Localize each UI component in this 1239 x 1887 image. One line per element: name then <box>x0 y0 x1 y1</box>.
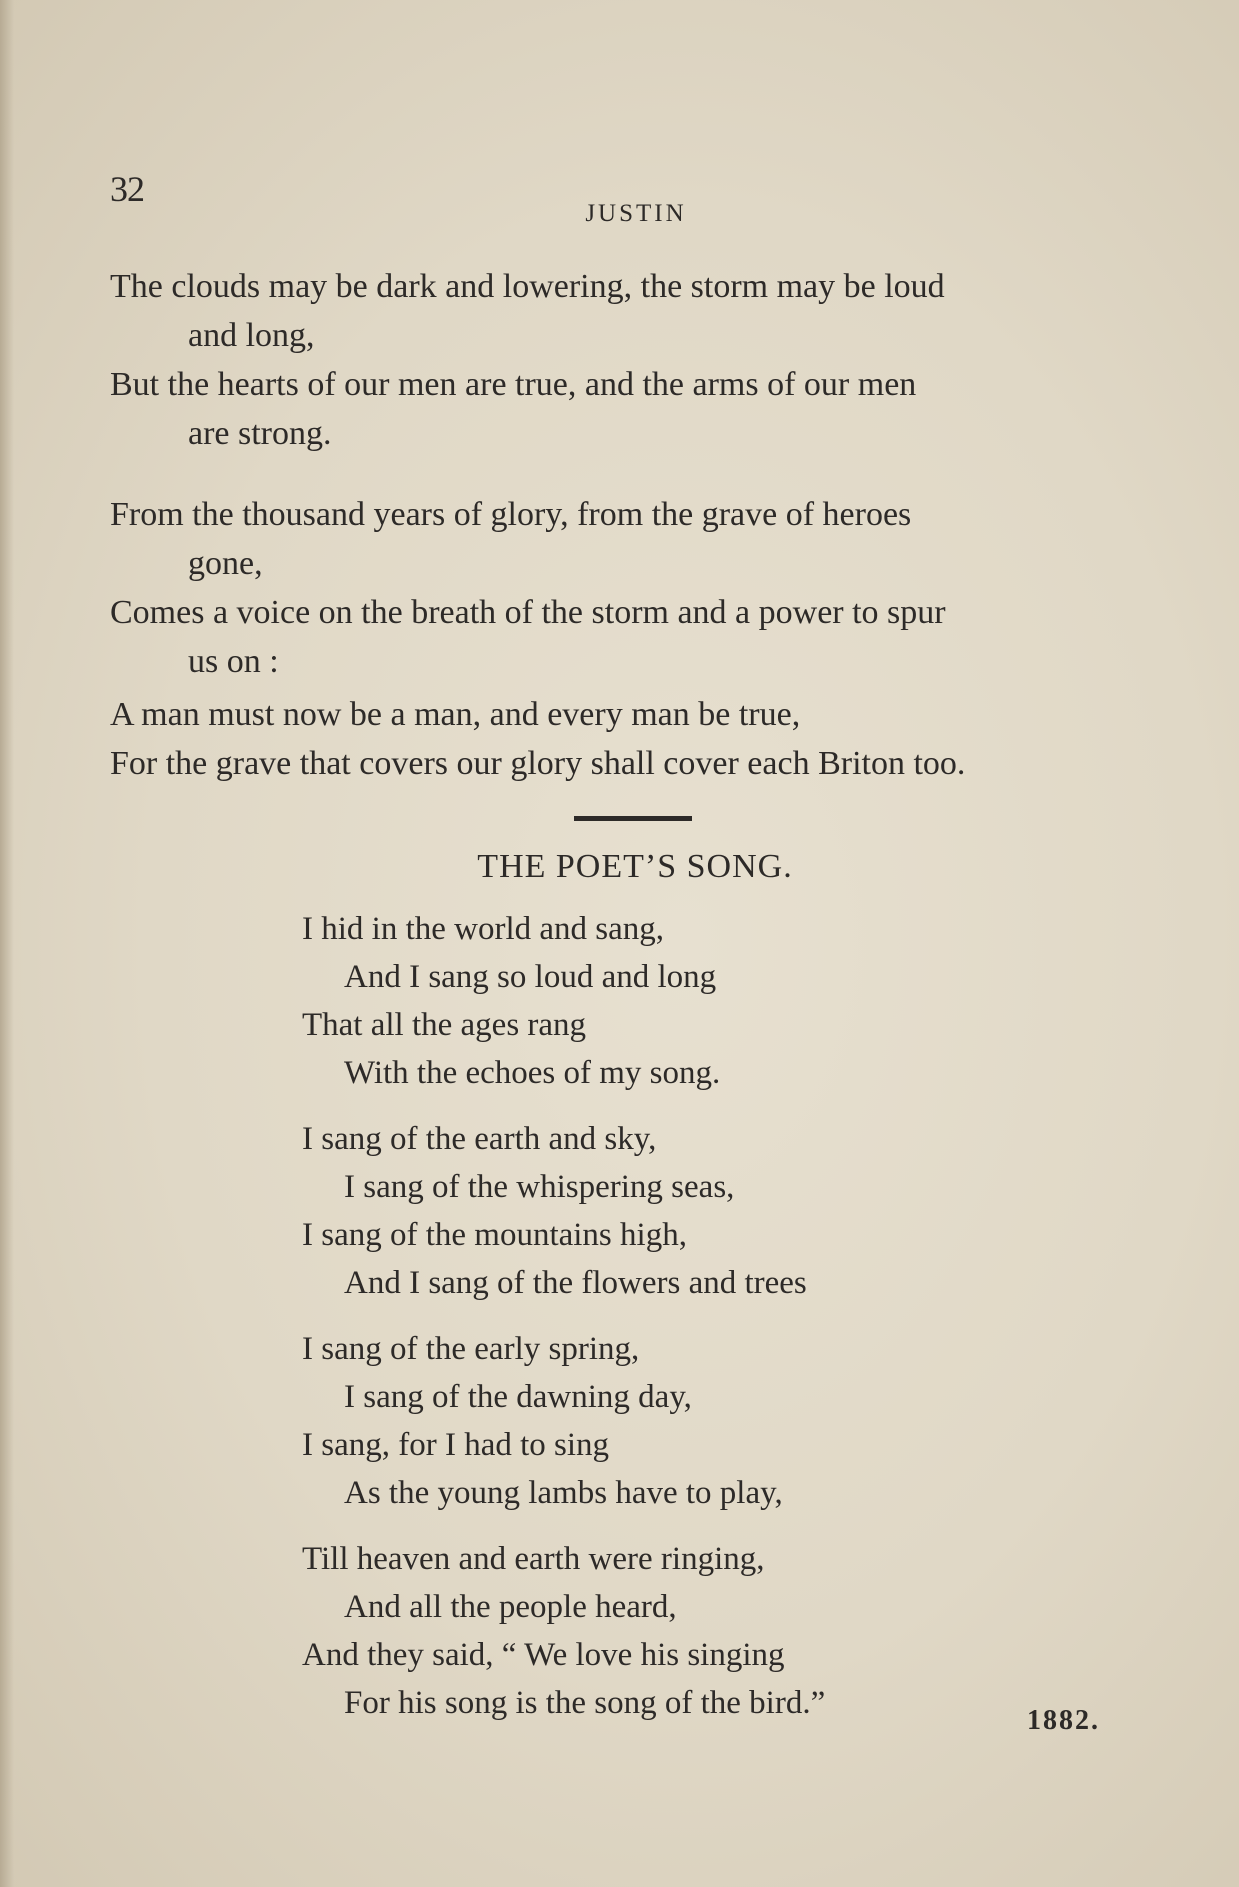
page-edge-shadow <box>0 0 14 1887</box>
verse-line: I sang of the mountains high, <box>302 1217 687 1253</box>
verse-line-indented: And I sang of the flowers and trees <box>344 1265 807 1301</box>
verse-line-indented: And all the people heard, <box>344 1589 677 1625</box>
poets-song-stanza <box>302 1325 1102 1517</box>
poem-line: The clouds may be dark and lowering, the storm may be loud <box>110 268 945 305</box>
running-head: JUSTIN <box>585 200 687 227</box>
poem-date: 1882. <box>1027 1705 1100 1736</box>
verse-line: That all the ages rang <box>302 1007 587 1043</box>
poets-song-stanza <box>302 1535 1102 1727</box>
verse-line-indented: I sang of the whispering seas, <box>344 1169 735 1205</box>
verse-line: I sang, for I had to sing <box>302 1427 610 1463</box>
verse-line: I sang of the early spring, <box>302 1331 640 1367</box>
poem-line: A man must now be a man, and every man be true, <box>110 696 801 733</box>
verse-line: And they said, “ We love his singing <box>302 1637 785 1673</box>
verse-line-indented: I sang of the dawning day, <box>344 1379 692 1415</box>
poem-line-continuation: and long, <box>188 317 315 354</box>
first-poem-stanza <box>110 262 1160 458</box>
verse-line: Till heaven and earth were ringing, <box>302 1541 765 1577</box>
verse-line-indented: For his song is the song of the bird.” <box>344 1685 826 1721</box>
poem-line: But the hearts of our men are true, and the arms of our men <box>110 366 917 403</box>
verse-line: I sang of the earth and sky, <box>302 1121 657 1157</box>
poem-line: From the thousand years of glory, from the grave of heroes <box>110 496 912 533</box>
poets-song-stanza <box>302 905 1102 1097</box>
poem-line-continuation: are strong. <box>188 415 332 452</box>
verse-line-indented: As the young lambs have to play, <box>344 1475 783 1511</box>
poem-line: Comes a voice on the breath of the storm and a power to spur <box>110 594 946 631</box>
section-divider-rule <box>574 816 692 821</box>
poem-line-continuation: us on : <box>188 643 279 680</box>
poets-song-stanza <box>302 1115 1102 1307</box>
poem-title: THE POET’S SONG. <box>477 848 793 885</box>
verse-line-indented: With the echoes of my song. <box>344 1055 721 1091</box>
first-poem-stanza <box>110 490 1160 686</box>
poem-line-continuation: gone, <box>188 545 263 582</box>
verse-line: I hid in the world and sang, <box>302 911 665 947</box>
first-poem-stanza <box>110 690 1160 788</box>
verse-line-indented: And I sang so loud and long <box>344 959 717 995</box>
poem-line: For the grave that covers our glory shall cover each Briton too. <box>110 745 966 782</box>
page-number: 32 <box>110 169 144 209</box>
